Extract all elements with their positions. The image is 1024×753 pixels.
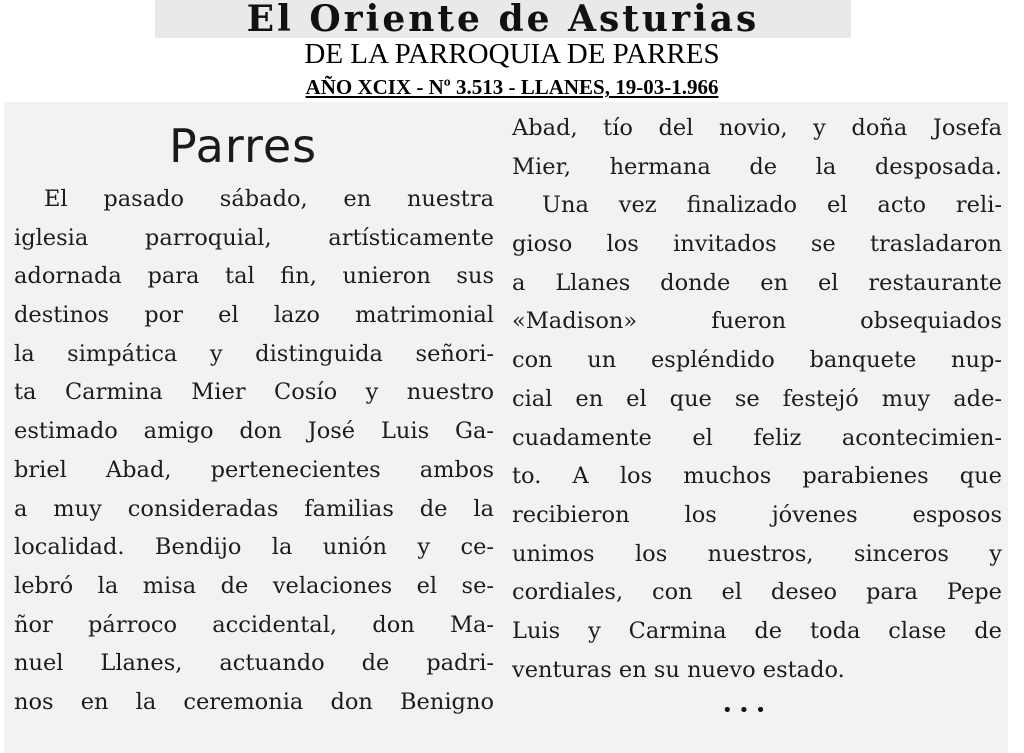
text-line: cuadamente el feliz acontecimien- [512, 424, 1002, 451]
text-line: Abad, tío del novio, y doña Josefa [512, 115, 1002, 141]
text-line: Mier, hermana de la desposada. [512, 153, 1002, 180]
text-line: cial en el que se festejó muy ade- [512, 385, 1002, 412]
text-line: la simpática y distinguida señori- [14, 340, 494, 367]
text-line: briel Abad, pertenecientes ambos [14, 456, 494, 483]
text-line: to. A los muchos parabienes que [512, 463, 1002, 490]
text-line: con un espléndido banquete nup- [512, 347, 1002, 374]
issue-text: AÑO XCIX - Nº 3.513 - LLANES, 19-03-1.966 [305, 75, 719, 99]
text-line: ta Carmina Mier Cosío y nuestro [14, 379, 494, 406]
section-subtitle: DE LA PARROQUIA DE PARRES [304, 38, 720, 70]
text-line: cordiales, con el deseo para Pepe [512, 579, 1002, 606]
text-line: «Madison» fueron obsequiados [512, 308, 1002, 335]
issue-line [0, 75, 1024, 100]
end-ornament: ••• [722, 700, 772, 721]
text-line: unimos los nuestros, sinceros y [512, 540, 1002, 567]
text-line: adornada para tal fin, unieron sus [14, 263, 494, 290]
text-line: Luis y Carmina de toda clase de [512, 617, 1002, 644]
text-line: venturas en su nuevo estado. [512, 656, 845, 683]
text-line: lebró la misa de velaciones el se- [14, 572, 494, 599]
text-line: estimado amigo don José Luis Ga- [14, 418, 494, 445]
masthead-title: El Oriente de Asturias [155, 0, 851, 38]
text-line: localidad. Bendijo la unión y ce- [14, 534, 494, 561]
text-line: nos en la ceremonia don Benigno [14, 688, 494, 715]
text-line: recibieron los jóvenes esposos [512, 501, 1002, 528]
article-clipping [4, 102, 1008, 753]
article-headline: Parres [169, 119, 318, 173]
text-line: destinos por el lazo matrimonial [14, 302, 494, 329]
text-line: iglesia parroquial, artísticamente [14, 224, 494, 251]
text-line: Una vez finalizado el acto reli- [542, 192, 1002, 219]
text-line: a Llanes donde en el restaurante [512, 269, 1002, 296]
text-line: gioso los invitados se trasladaron [512, 231, 1002, 258]
text-line: El pasado sábado, en nuestra [44, 186, 494, 212]
text-line: ñor párroco accidental, don Ma- [14, 611, 494, 638]
text-line: nuel Llanes, actuando de padri- [14, 650, 494, 677]
right-column [512, 109, 1002, 689]
left-column [14, 180, 494, 722]
text-line: a muy consideradas familias de la [14, 495, 494, 522]
